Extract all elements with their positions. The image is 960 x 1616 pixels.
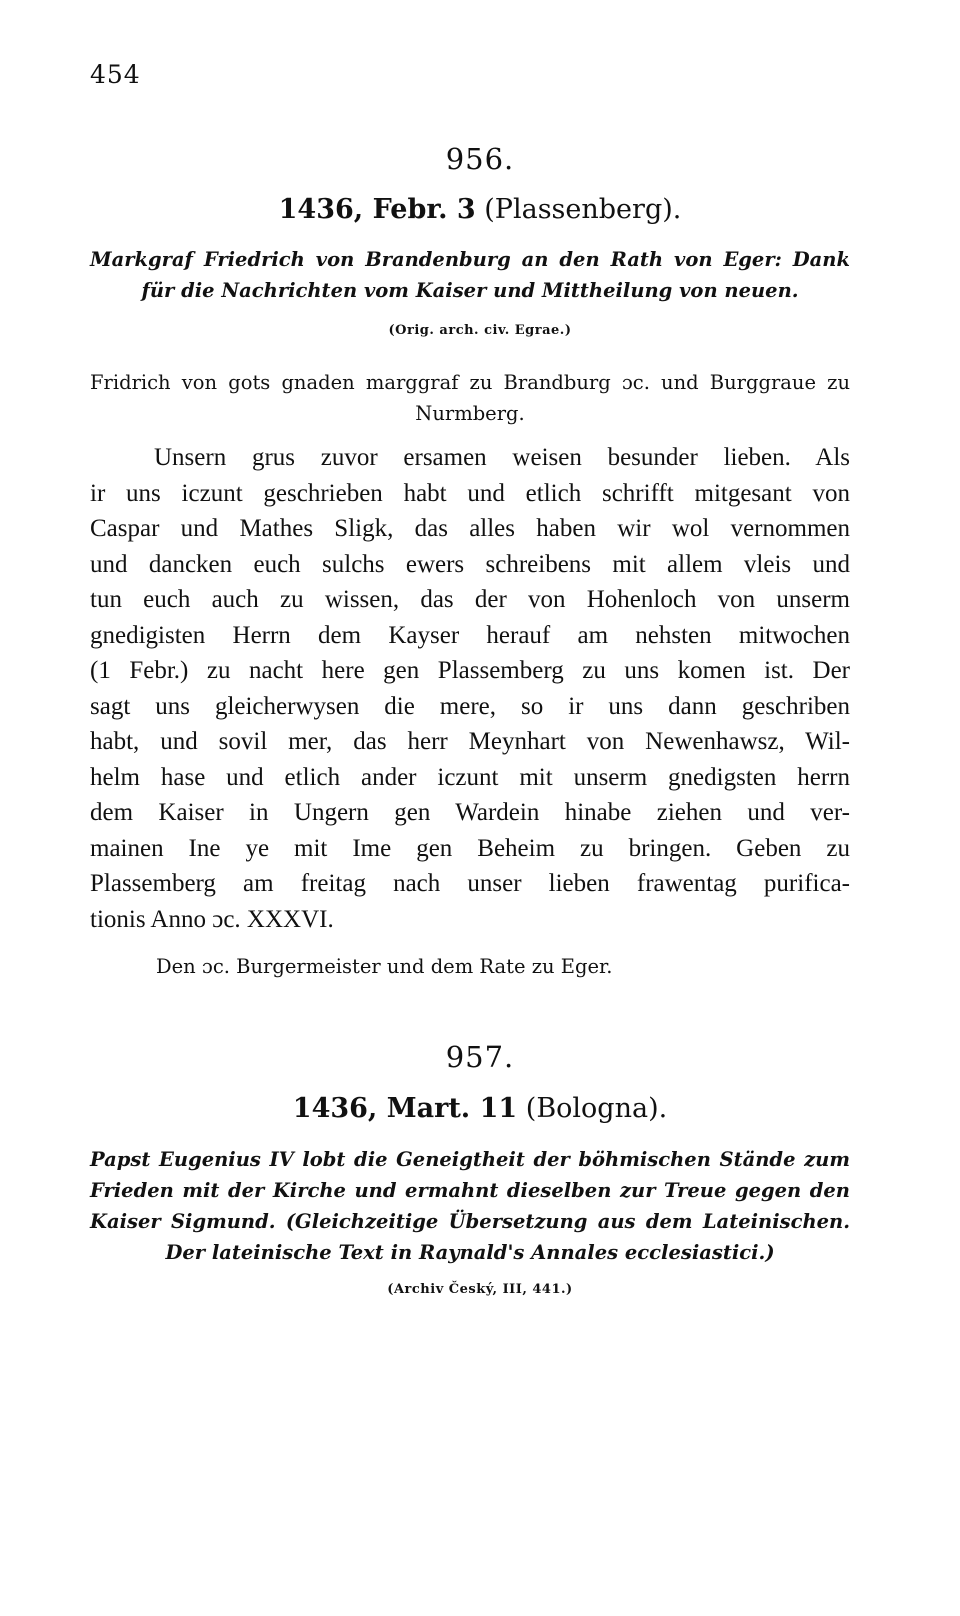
body-line: tun euch auch zu wissen, das der von Hohenloch von unserm [90, 586, 850, 613]
body-line: helm hase und etlich ander iczunt mit unserm gnedigsten herrn [90, 763, 850, 791]
body-line: sagt uns gleicherwysen die mere, so ir uns dann geschriben [90, 692, 850, 720]
body-line: Unsern grus zuvor ersamen weisen besunder lieben. Als [154, 444, 850, 471]
body-line: ir uns iczunt geschrieben habt und etlich schrifft mitgesant von [90, 479, 850, 507]
body-line: habt, und sovil mer, das herr Meynhart von Newenhawsz, Wil- [90, 728, 850, 755]
body-line: gnedigisten Herrn dem Kayser herauf am nehsten mitwochen [90, 621, 850, 649]
document-date [0, 194, 960, 225]
document-summary: Markgraf Friedrich von Brandenburg an den Rath von Eger: Dank für die Nachrichten vom Kaiser und Mittheilung von neuen. [90, 248, 850, 302]
source-citation: (Orig. arch. civ. Egrae.) [388, 323, 572, 338]
body-line: Caspar und Mathes Sligk, das alles haben wir wol vernommen [90, 515, 850, 542]
date-text: 1436, Febr. 3 [278, 194, 476, 225]
body-line: Plassemberg am freitag nach unser lieben frawentag purifica- [90, 870, 850, 897]
document-number: 956. [445, 142, 515, 176]
source-citation: (Archiv Český, III, 441.) [387, 1282, 573, 1297]
letter-body [90, 440, 850, 937]
body-line: und dancken euch sulchs ewers schreibens mit allem vleis und [90, 550, 850, 578]
salutation: Fridrich von gots gnaden marggraf zu Brandburg ɔc. und Burggraue zu Nurmberg. [90, 371, 850, 425]
place-text: (Bologna). [525, 1093, 668, 1124]
date-text: 1436, Mart. 11 [292, 1093, 518, 1124]
page-number: 454 [90, 60, 141, 89]
document-number: 957. [445, 1040, 515, 1074]
body-line: dem Kaiser in Ungern gen Wardein hinabe ziehen und ver- [90, 799, 850, 826]
body-line: tionis Anno ɔc. XXXVI. [90, 905, 334, 933]
body-line: (1 Febr.) zu nacht here gen Plassemberg zu uns komen ist. Der [90, 657, 850, 684]
place-text: (Plassenberg). [484, 194, 682, 225]
document-date [0, 1093, 960, 1124]
body-line: mainen Ine ye mit Ime gen Beheim zu bringen. Geben zu [90, 834, 850, 862]
document-summary: Papst Eugenius IV lobt die Geneigtheit der böhmischen Stände zum Frieden mit der Kirche und ermahnt dieselben zur Treue gegen den Kaiser Sigmund. (Gleichzeitige Übersetzung aus dem Lateinischen. Der lateinische Text in Raynald's Annales ecclesiastici.) [90, 1148, 850, 1264]
letter-address: Den ɔc. Burgermeister und dem Rate zu Eger. [156, 955, 613, 978]
